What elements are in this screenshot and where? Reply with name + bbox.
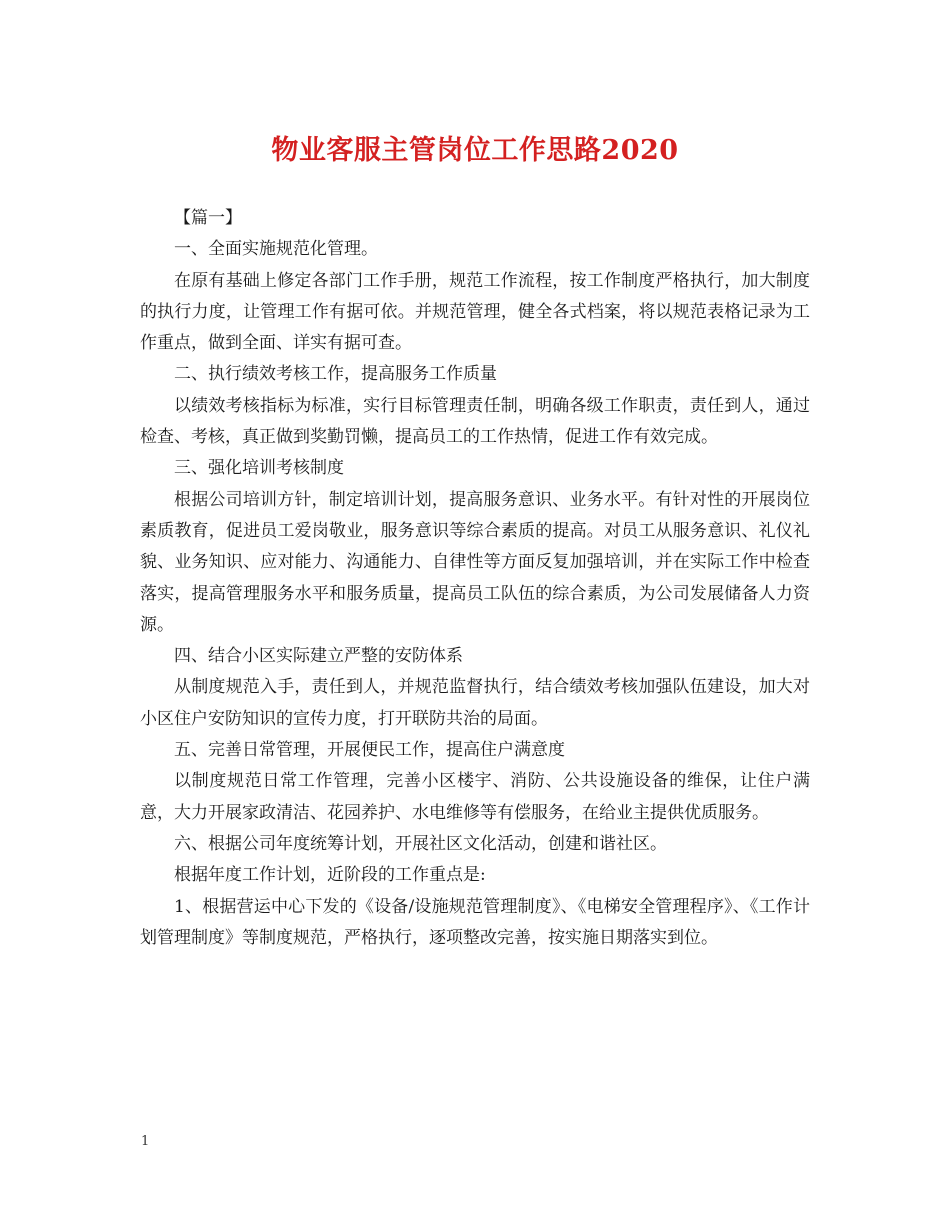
paragraph-5: 以制度规范日常工作管理，完善小区楼宇、消防、公共设施设备的维保，让住户满意，大力开展家政清洁、花园养护、水电维修等有偿服务，在给业主提供优质服务。 — [140, 771, 810, 823]
heading-5: 五、完善日常管理，开展便民工作，提高住户满意度 — [174, 740, 565, 761]
paragraph-4: 从制度规范入手，责任到人，并规范监督执行，结合绩效考核加强队伍建设，加大对小区住户安防知识的宣传力度，打开联防共治的局面。 — [140, 677, 810, 729]
paragraph-2: 以绩效考核指标为标准，实行目标管理责任制，明确各级工作职责，责任到人，通过检查、考核，真正做到奖勤罚懒，提高员工的工作热情，促进工作有效完成。 — [140, 395, 810, 448]
heading-2: 二、执行绩效考核工作，提高服务工作质量 — [174, 364, 497, 385]
paragraph-7: 1、根据营运中心下发的《设备/设施规范管理制度》、《电梯安全管理程序》、《工作计划管理制度》等制度规范，严格执行，逐项整改完善，按实施日期落实到位。 — [140, 896, 810, 948]
heading-3: 三、强化培训考核制度 — [174, 458, 344, 479]
paragraph-1: 在原有基础上修定各部门工作手册，规范工作流程，按工作制度严格执行，加大制度的执行力度，让管理工作有据可依。并规范管理，健全各式档案，将以规范表格记录为工作重点，做到全面、详实有据可查。 — [140, 270, 810, 354]
document-body — [140, 203, 810, 954]
heading-6: 六、根据公司年度统筹计划，开展社区文化活动，创建和谐社区。 — [174, 833, 667, 854]
page-number: 1 — [141, 1134, 150, 1149]
paragraph-3: 根据公司培训方针，制定培训计划，提高服务意识、业务水平。有针对性的开展岗位素质教育，促进员工爱岗敬业，服务意识等综合素质的提高。对员工从服务意识、礼仪礼貌、业务知识、应对能力、沟通能力、自律性等方面反复加强培训，并在实际工作中检查落实，提高管理服务水平和服务质量，提高员工队伍的综合素质，为公司发展储备人力资源。 — [140, 489, 810, 635]
section-label: 【篇一】 — [174, 208, 242, 228]
document-title: 物业客服主管岗位工作思路2020 — [271, 135, 679, 166]
heading-1: 一、全面实施规范化管理。 — [174, 239, 378, 260]
heading-4: 四、结合小区实际建立严整的安防体系 — [174, 646, 463, 667]
paragraph-6: 根据年度工作计划，近阶段的工作重点是: — [174, 865, 486, 886]
